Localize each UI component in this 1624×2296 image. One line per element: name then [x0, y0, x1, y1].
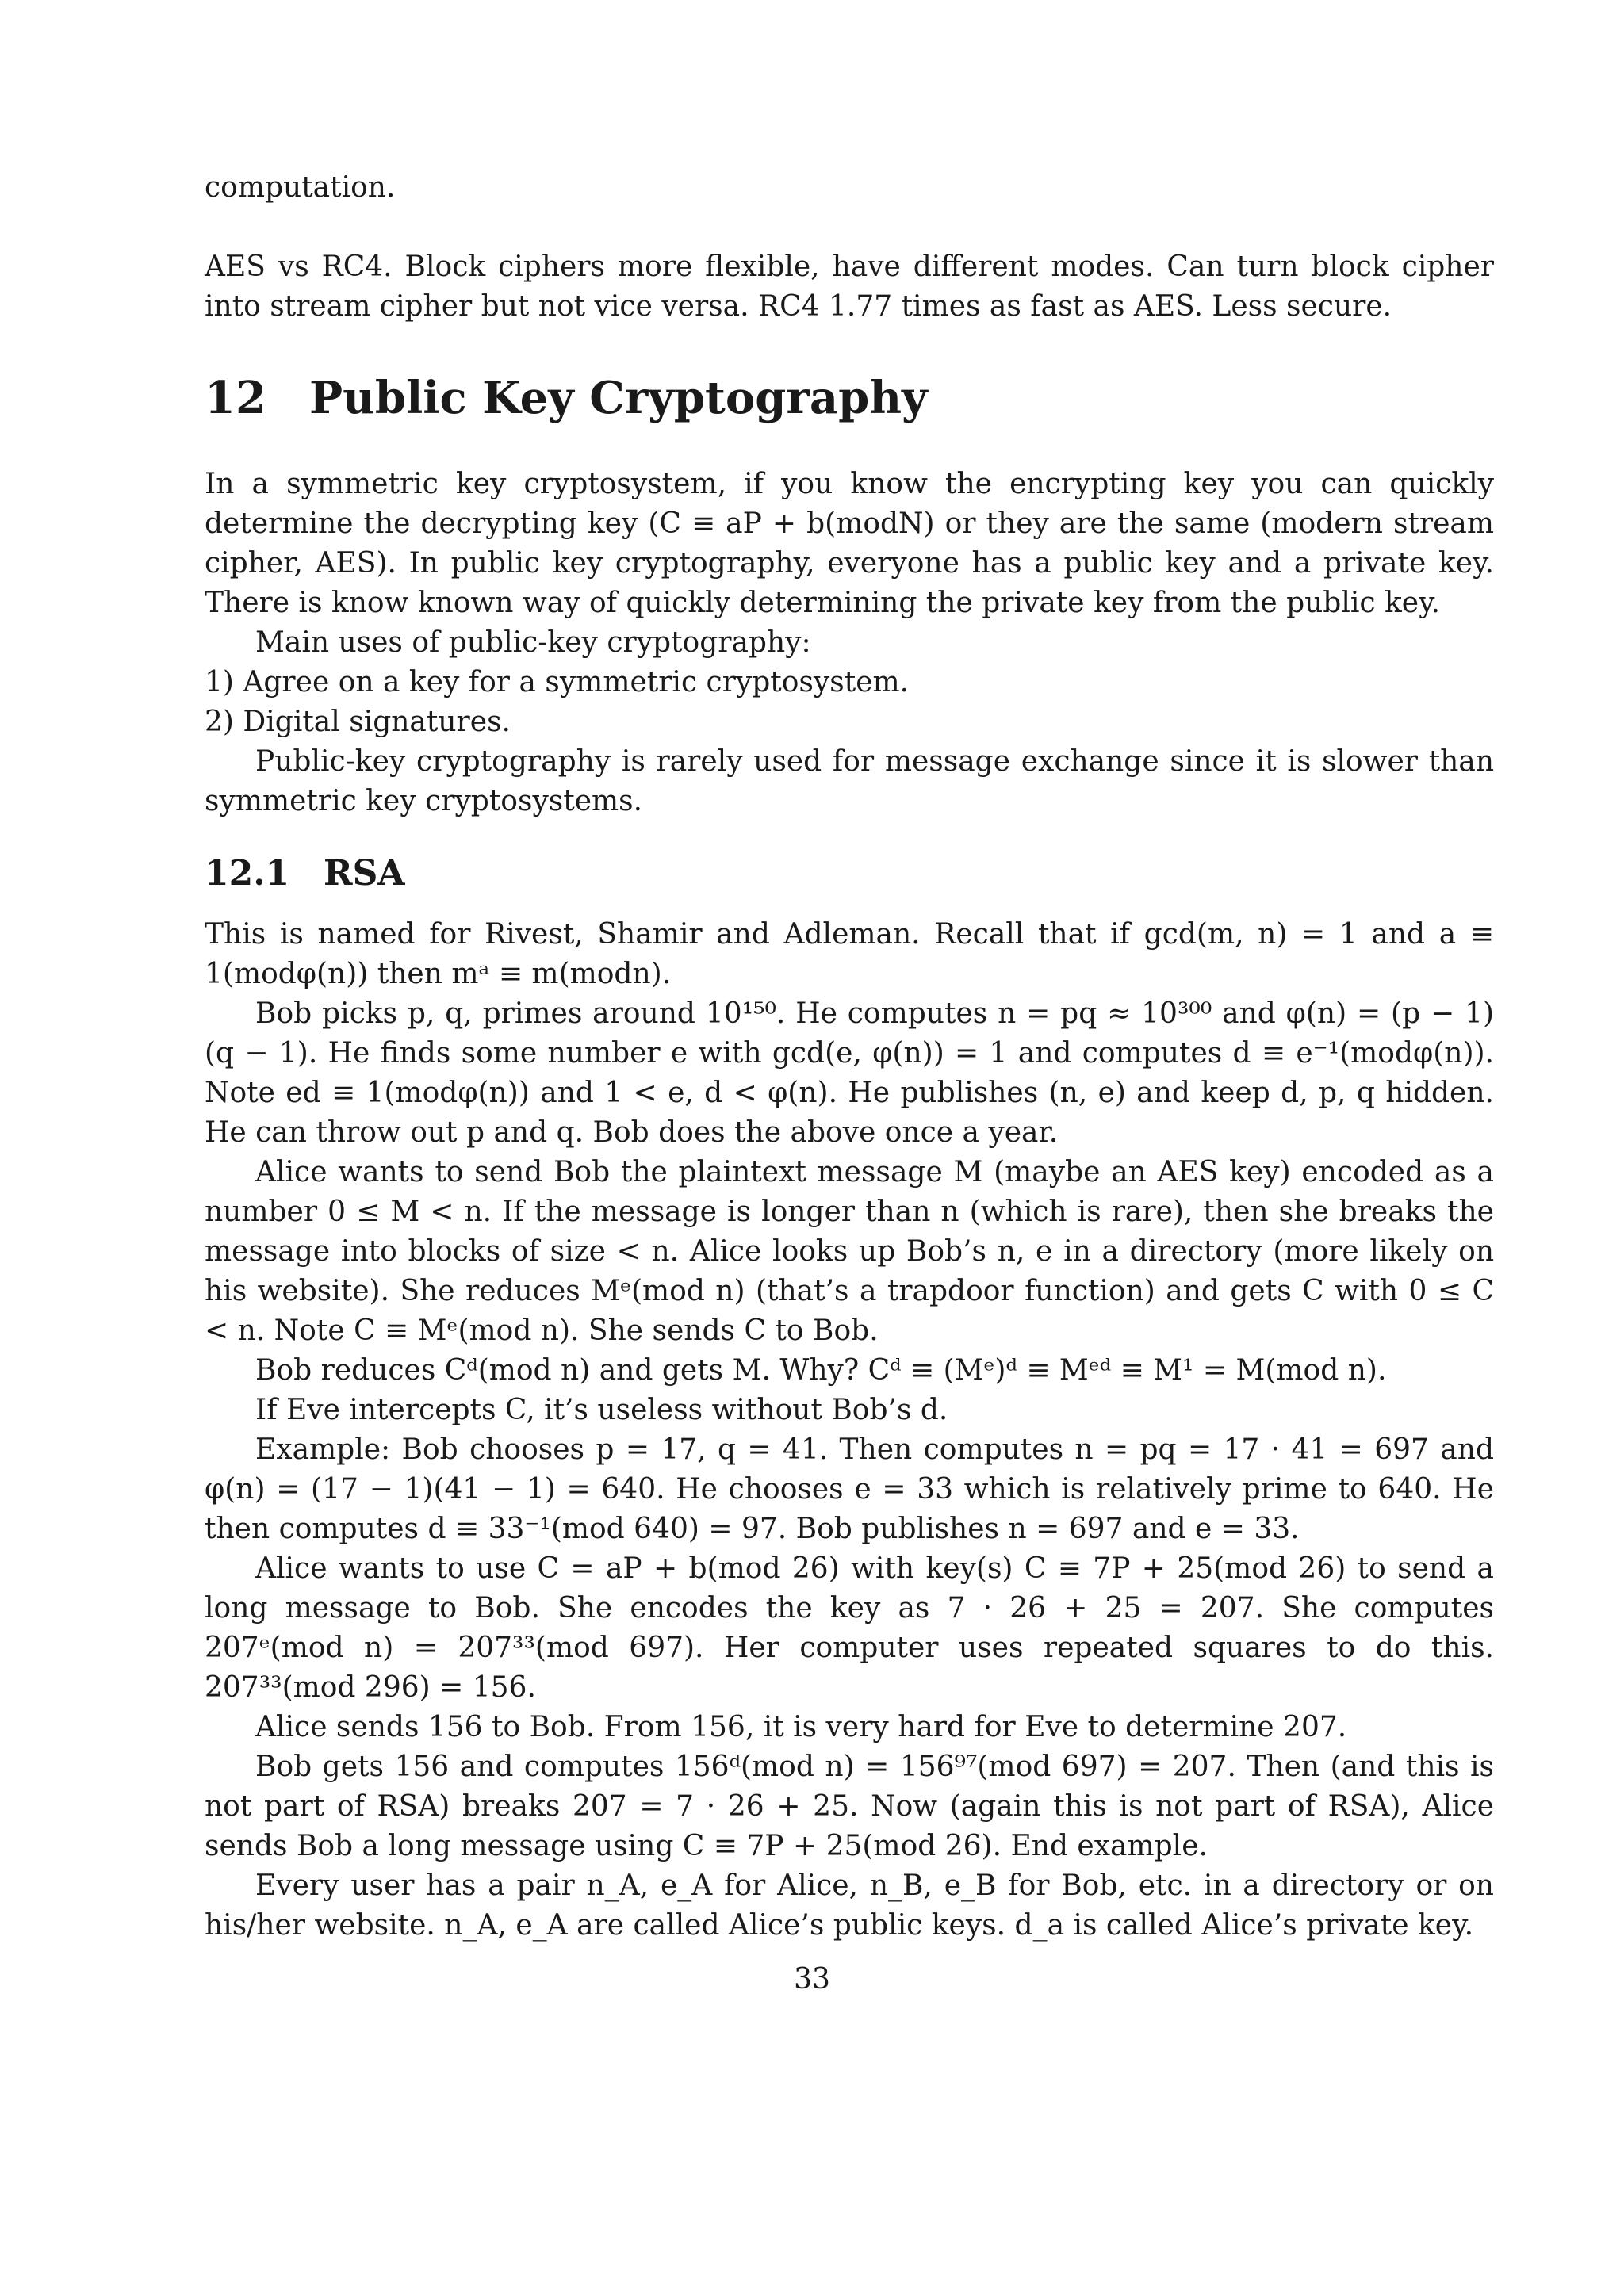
section-title: Public Key Cryptography	[309, 372, 928, 424]
section-intro-paragraph: In a symmetric key cryptosystem, if you know the encrypting key you can quickly determine the decrypting key (C ≡ aP + b(modN) or they are the same (modern stream cipher, AES). In public key cryptography, everyone has a public key and a private key. There is know known way of quickly determining the private key from the public key.	[205, 468, 1494, 619]
subsection-heading	[205, 853, 1494, 894]
rarely-used-paragraph: Public-key cryptography is rarely used for message exchange since it is slower than symmetric key cryptosystems.	[205, 745, 1494, 817]
rsa-paragraph: Every user has a pair n_A, e_A for Alice, n_B, e_B for Bob, etc. in a directory or on his/her website. n_A, e_A are called Alice’s public keys. d_a is called Alice’s private key.	[205, 1869, 1494, 1942]
uses-intro: Main uses of public-key cryptography:	[255, 626, 811, 659]
rsa-paragraph: Example: Bob chooses p = 17, q = 41. Then computes n = pq = 17 · 41 = 697 and φ(n) = (17 − 1)(41 − 1) = 640. He chooses e = 33 which is relatively prime to 640. He then computes d ≡ 33⁻¹(mod 640) = 97. Bob publishes n = 697 and e = 33.	[205, 1433, 1494, 1545]
use-item-1: 1) Agree on a key for a symmetric cryptosystem.	[205, 666, 910, 698]
rsa-paragraph: Alice wants to send Bob the plaintext message M (maybe an AES key) encoded as a number 0 ≤ M < n. If the message is longer than n (which is rare), then she breaks the message into blocks of size < n. Alice looks up Bob’s n, e in a directory (more likely on his website). She reduces Mᵉ(mod n) (that’s a trapdoor function) and gets C with 0 ≤ C < n. Note C ≡ Mᵉ(mod n). She sends C to Bob.	[205, 1156, 1494, 1347]
subsection-number: 12.1	[205, 853, 290, 894]
use-item-2: 2) Digital signatures.	[205, 706, 511, 738]
subsection-title: RSA	[324, 853, 405, 894]
document-page	[205, 168, 1494, 1946]
rsa-paragraph: Alice sends 156 to Bob. From 156, it is very hard for Eve to determine 207.	[255, 1711, 1347, 1743]
rsa-paragraph: This is named for Rivest, Shamir and Adleman. Recall that if gcd(m, n) = 1 and a ≡ 1(modφ(n)) then mᵃ ≡ m(modn).	[205, 918, 1494, 990]
rsa-paragraph: Bob gets 156 and computes 156ᵈ(mod n) = 156⁹⁷(mod 697) = 207. Then (and this is not part of RSA) breaks 207 = 7 · 26 + 25. Now (again this is not part of RSA), Alice sends Bob a long message using C ≡ 7P + 25(mod 26). End example.	[205, 1751, 1494, 1862]
rsa-paragraph: Bob picks p, q, primes around 10¹⁵⁰. He computes n = pq ≈ 10³⁰⁰ and φ(n) = (p − 1)(q − 1). He finds some number e with gcd(e, φ(n)) = 1 and computes d ≡ e⁻¹(modφ(n)). Note ed ≡ 1(modφ(n)) and 1 < e, d < φ(n). He publishes (n, e) and keep d, p, q hidden. He can throw out p and q. Bob does the above once a year.	[205, 997, 1494, 1149]
section-heading	[205, 373, 1494, 423]
rsa-paragraph: Bob reduces Cᵈ(mod n) and gets M. Why? Cᵈ ≡ (Mᵉ)ᵈ ≡ Mᵉᵈ ≡ M¹ = M(mod n).	[255, 1354, 1387, 1387]
continuation-line: computation.	[205, 171, 396, 204]
rsa-paragraph: Alice wants to use C = aP + b(mod 26) with key(s) C ≡ 7P + 25(mod 26) to send a long message to Bob. She encodes the key as 7 · 26 + 25 = 207. She computes 207ᵉ(mod n) = 207³³(mod 697). Her computer uses repeated squares to do this. 207³³(mod 296) = 156.	[205, 1552, 1494, 1704]
rsa-paragraph: If Eve intercepts C, it’s useless without Bob’s d.	[255, 1394, 948, 1426]
aes-rc4-paragraph: AES vs RC4. Block ciphers more flexible, have different modes. Can turn block cipher into stream cipher but not vice versa. RC4 1.77 times as fast as AES. Less secure.	[205, 251, 1494, 323]
section-number: 12	[205, 372, 266, 424]
page-number: 33	[794, 1963, 830, 1996]
